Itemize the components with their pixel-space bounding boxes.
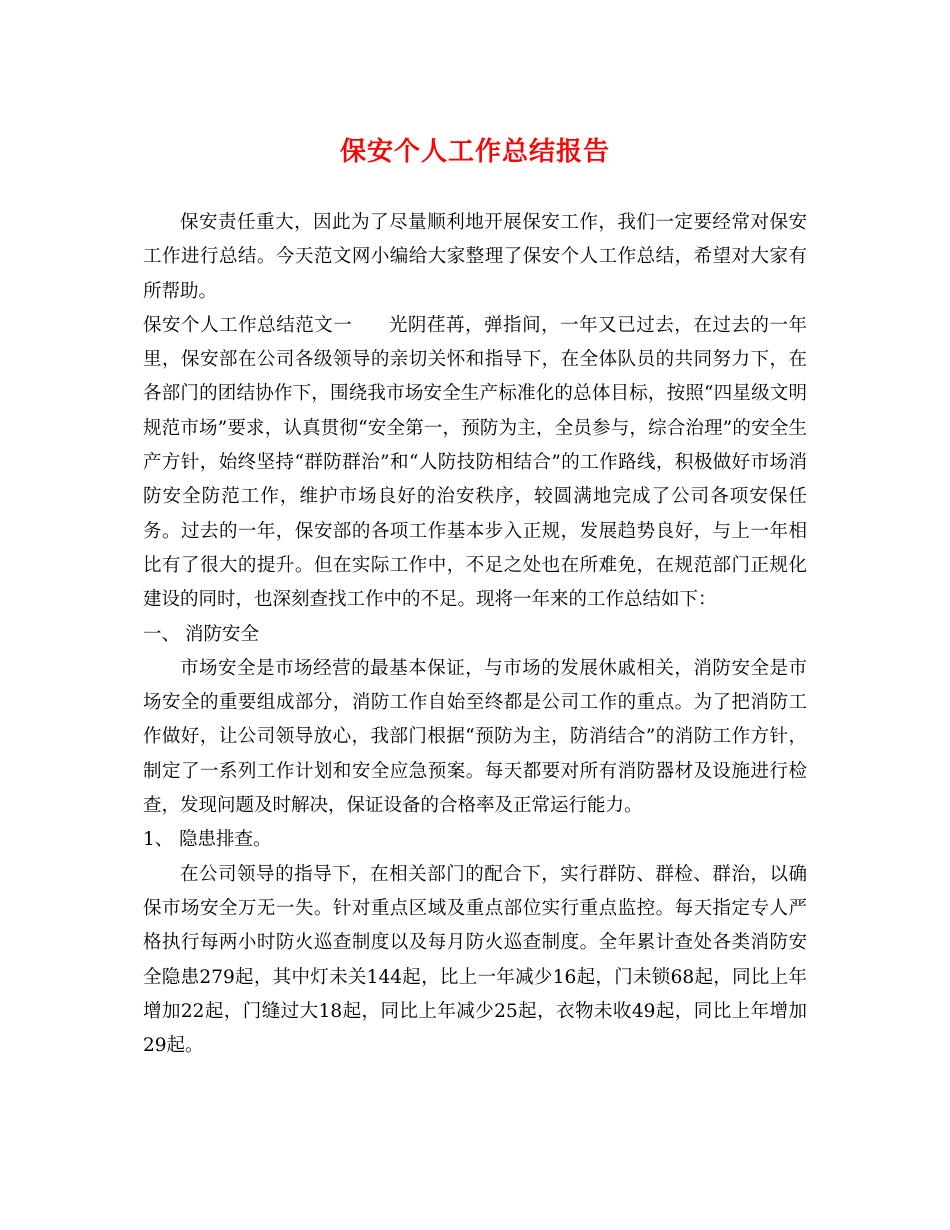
document-title: 保安个人工作总结报告 — [339, 137, 610, 167]
subsection-number: 1、 — [143, 829, 174, 851]
intro-paragraph: 保安责任重大，因此为了尽量顺利地开展保安工作，我们一定要经常对保安工作进行总结。今天范文网小编给大家整理了保安个人工作总结，希望对大家有所帮助。 — [143, 212, 807, 302]
sample-paragraph — [143, 309, 807, 618]
subsection-title: 隐患排查。 — [179, 829, 272, 851]
subsection-heading — [143, 823, 807, 857]
section-paragraph: 市场安全是市场经营的最基本保证，与市场的发展休戚相关，消防安全是市场安全的重要组成部分，消防工作自始至终都是公司工作的重点。为了把消防工作做好，让公司领导放心，我部门根据“预防为主，防消结合”的消防工作方针，制定了一系列工作计划和安全应急预案。每天都要对所有消防器材及设施进行检查，发现问题及时解决，保证设备的合格率及正常运行能力。 — [143, 657, 807, 817]
sample-label: 保安个人工作总结范文一 — [143, 314, 353, 336]
section-title: 消防安全 — [185, 623, 260, 645]
section-number: 一、 — [143, 623, 181, 645]
subsection-paragraph: 在公司领导的指导下，在相关部门的配合下，实行群防、群检、群治，以确保市场安全万无一失。针对重点区域及重点部位实行重点监控。每天指定专人严格执行每两小时防火巡查制度以及每月防火巡查制度。全年累计查处各类消防安全隐患279起，其中灯未关144起，比上一年减少16起，门未锁68起，同比上年增加22起，门缝过大18起，同比上年减少25起，衣物未收49起，同比上年增加29起。 — [143, 863, 807, 1057]
section-heading — [143, 618, 807, 652]
sample-body: 光阴荏苒，弹指间，一年又已过去，在过去的一年里，保安部在公司各级领导的亲切关怀和指导下，在全体队员的共同努力下，在各部门的团结协作下，围绕我市场安全生产标准化的总体目标，按照“四星级文明规范市场”要求，认真贯彻“安全第一，预防为主，全员参与，综合治理”的安全生产方针，始终坚持“群防群治”和“人防技防相结合”的工作路线，积极做好市场消防安全防范工作，维护市场良好的治安秩序，较圆满地完成了公司各项安保任务。过去的一年，保安部的各项工作基本步入正规，发展趋势良好，与上一年相比有了很大的提升。但在实际工作中，不足之处也在所难免，在规范部门正规化建设的同时，也深刻查找工作中的不足。现将一年来的工作总结如下： — [143, 314, 807, 611]
document-body — [143, 206, 807, 1063]
